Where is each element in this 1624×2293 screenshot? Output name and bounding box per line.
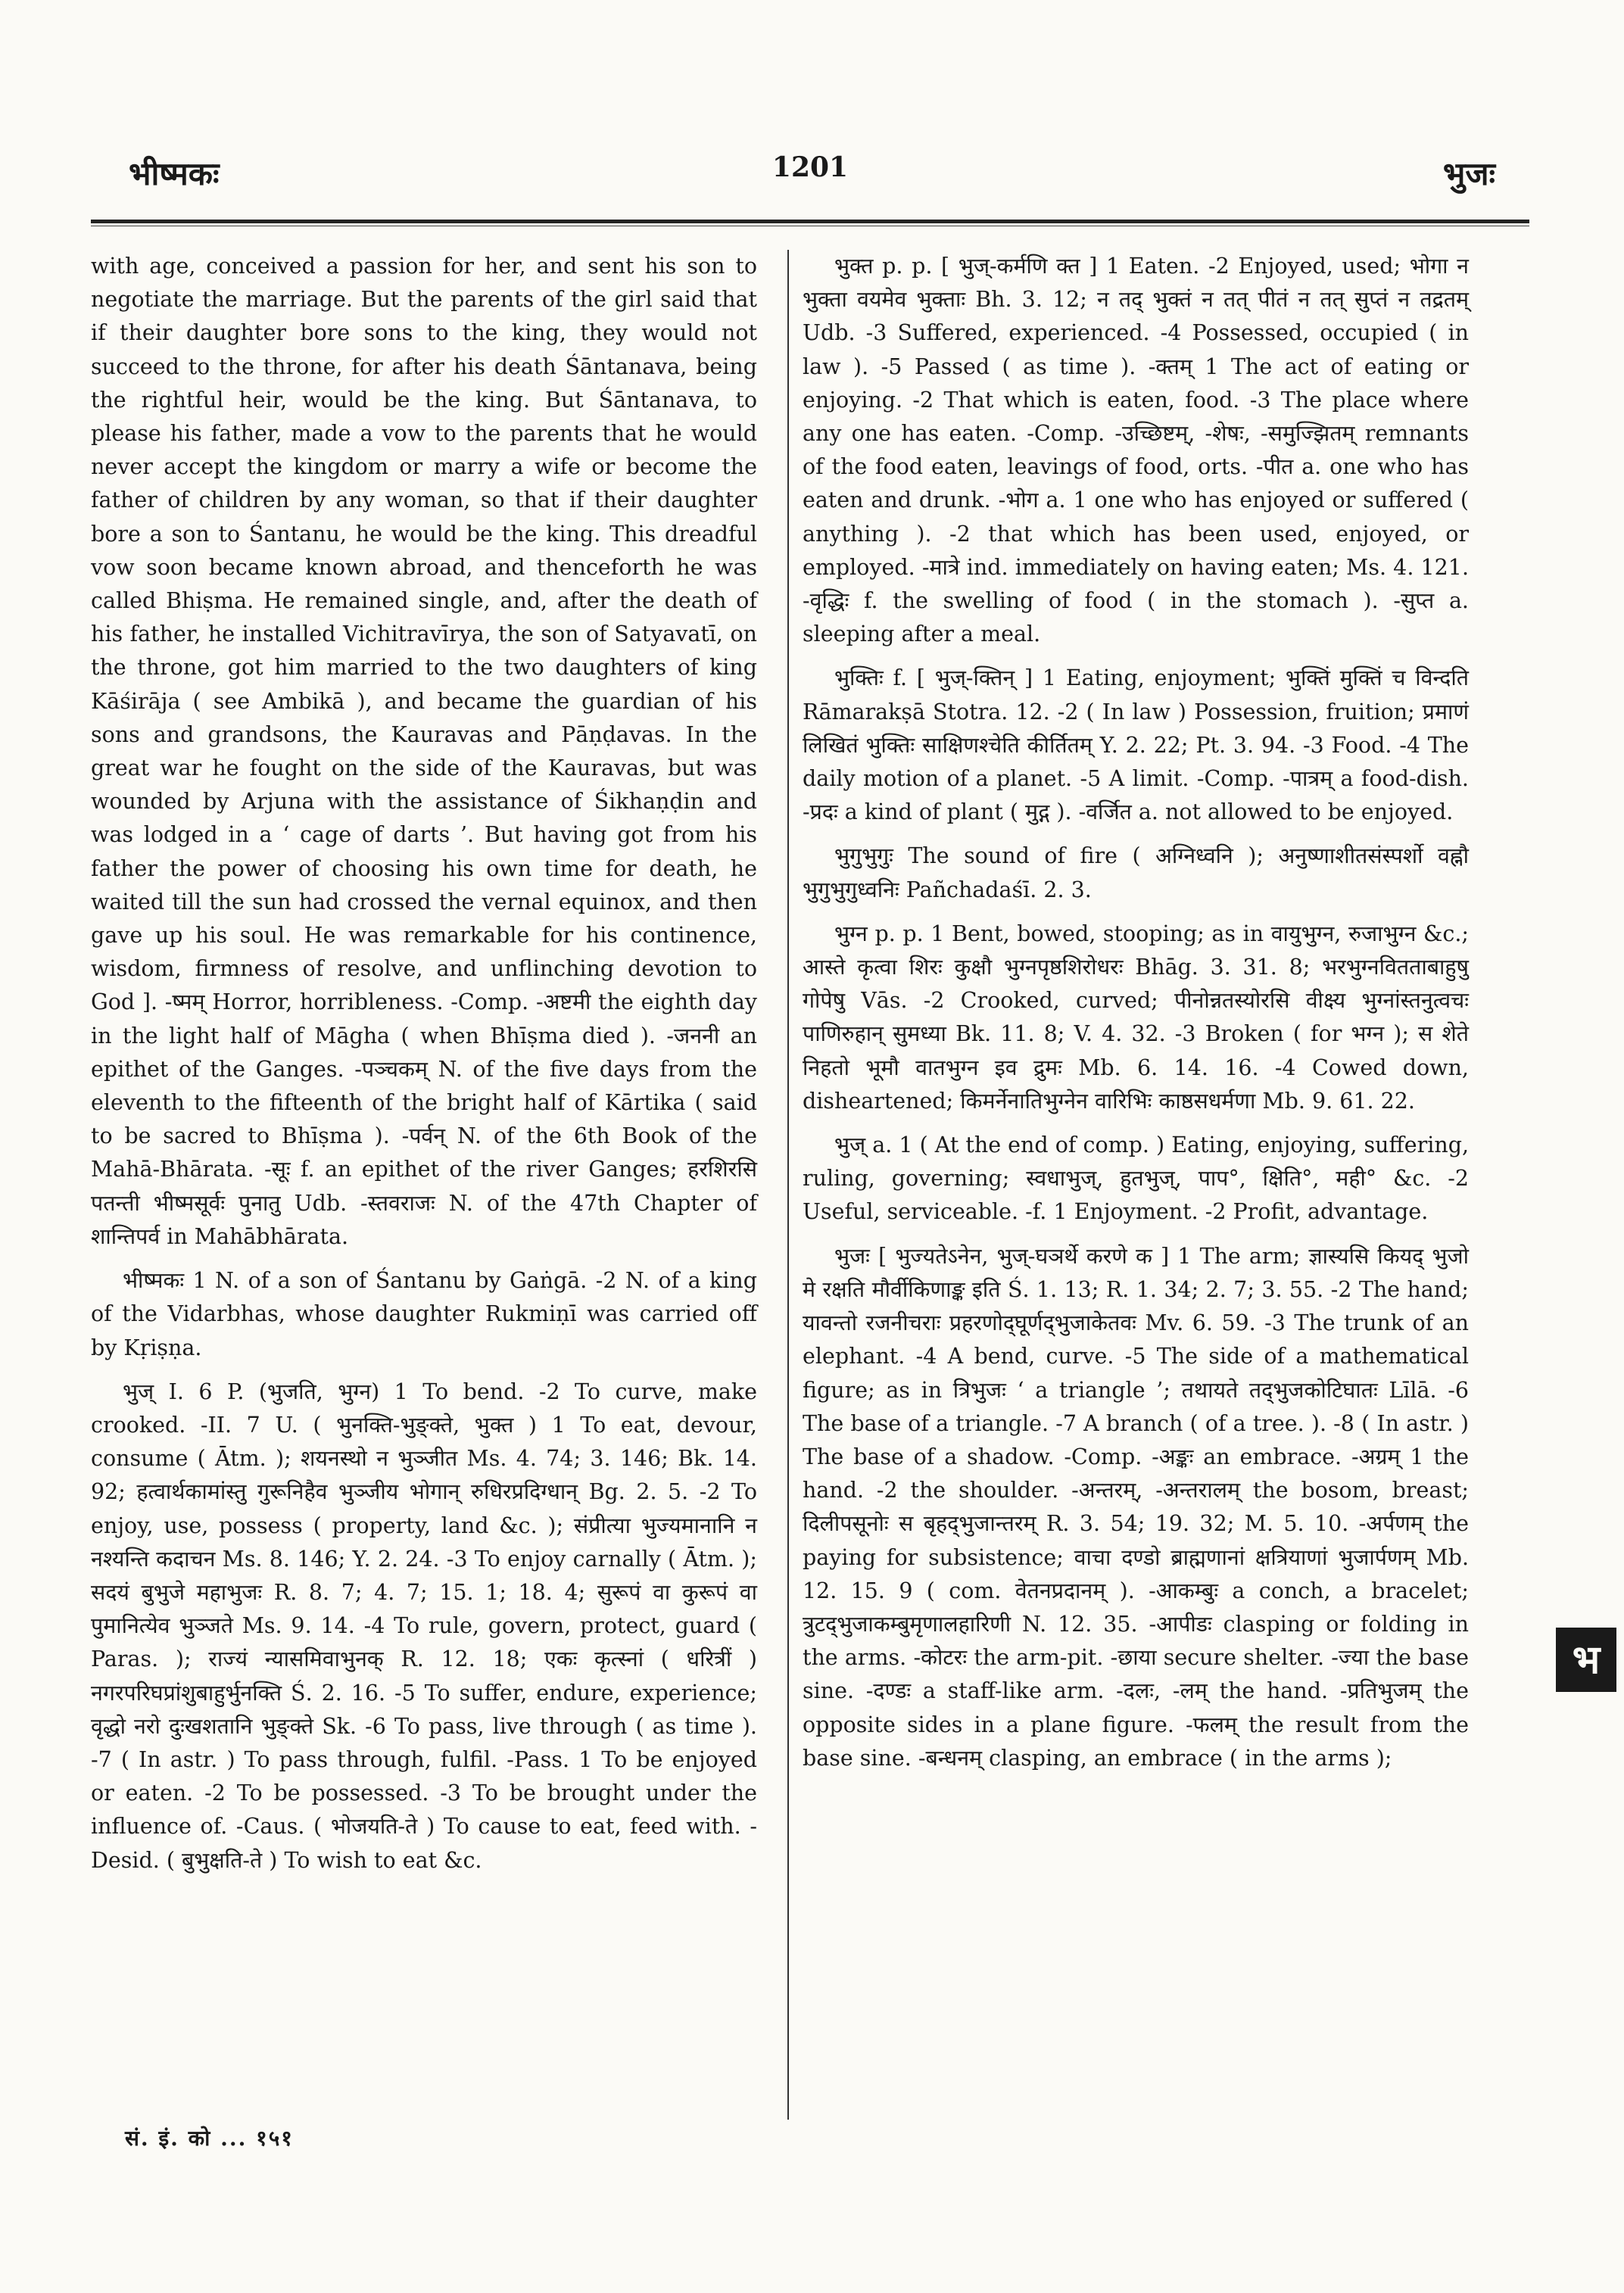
page-number: 1201	[771, 151, 849, 183]
page-header	[0, 0, 1624, 227]
entry-bhuja: भुजः [ भुज्यतेऽनेन, भुज्-घञर्थे करणे क ] 1 The arm; ज्ञास्यसि कियद् भुजो मे रक्षति मौर्वीकिणाङ्क इति Ś. 1. 13; R. 1. 34; 2. 7; 3. 55. -2 The hand; यावन्तो रजनीचराः प्रहरणोद्‌घूर्णद्‌भुजाकेतवः Mv. 6. 59. -3 The trunk of an elephant. -4 A bend, curve. -5 The side of a mathematical figure; as in त्रिभुजः ‘ a triangle ’; तथायते तद्‌भुजकोटिघातः Līlā. -6 The base of a triangle. -7 A branch ( of a tree. ). -8 ( In astr. ) The base of a shadow. -Comp. -अङ्कः an embrace. -अग्रम् 1 the hand. -2 the shoulder. -अन्तरम्, -अन्तरालम् the bosom, breast; दिलीपसूनोः स बृहद्‌भुजान्तरम् R. 3. 54; 19. 32; M. 5. 10. -अर्पणम् the paying for subsistence; वाचा दण्डो ब्राह्मणानां क्षत्रियाणां भुजार्पणम् Mb. 12. 15. 9 ( com. वेतनप्रदानम् ). -आकम्बुः a conch, a bracelet; त्रुटद्‌भुजाकम्बुमृणालहारिणी N. 12. 35. -आपीडः clasping or folding in the arms. -कोटरः the arm-pit. -छाया secure shelter. -ज्या the base sine. -दण्डः a staff-like arm. -दलः, -लम् the hand. -प्रतिभुजम् the opposite sides in a plane figure. -फलम् the result from the base sine. -बन्धनम् clasping, an embrace ( in the arms );	[803, 1243, 1469, 1771]
entry-bhukta: भुक्त p. p. [ भुज्-कर्मणि क्त ] 1 Eaten. -2 Enjoyed, used; भोगा न भुक्ता वयमेव भुक्ताः Bh. 3. 12; न तद् भुक्तं न तत् पीतं न तत् सुप्तं न तद्रतम् Udb. -3 Suffered, experienced. -4 Possessed, occupied ( in law ). -5 Passed ( as time ). -क्तम् 1 The act of eating or enjoying. -2 That which is eaten, food. -3 The place where any one has eaten. -Comp. -उच्छिष्टम्, -शेषः, -समुज्झितम् remnants of the food eaten, leavings of food, orts. -पीत a. one who has eaten and drunk. -भोग a. 1 one who has enjoyed or suffered ( anything ). -2 that which has been used, enjoyed, or employed. -मात्रे ind. immediately on having eaten; Ms. 4. 121. -वृद्धिः f. the swelling of food ( in the stomach ). -सुप्त a. sleeping after a meal.	[803, 254, 1469, 647]
signature-mark: सं. इं. को ... १५१	[125, 2126, 294, 2151]
thumb-index-tab: भ	[1556, 1628, 1616, 1692]
entry-bhishmaka: भीष्मकः 1 N. of a son of Śantanu by Gaṅgā. -2 N. of a king of the Vidarbhas, whose daughter Rukmiṇī was carried off by Kṛiṣṇa.	[91, 1268, 757, 1360]
left-column	[91, 250, 757, 1888]
right-column	[803, 250, 1469, 1786]
entry-bhuj-adj: भुज् a. 1 ( At the end of comp. ) Eating, enjoying, suffering, ruling, governing; स्वधाभुज्, हुतभुज्, पाप°, क्षिति°, मही° &c. -2 Useful, serviceable. -f. 1 Enjoyment. -2 Profit, advantage.	[803, 1132, 1469, 1225]
entry-bhugubhugu: भुगुभुगुः The sound of fire ( अग्निध्वनि ); अनुष्णाशीतसंस्पर्शो वह्नौ भुगुभुगुध्वनिः Pañchadaśī. 2. 3.	[803, 843, 1469, 902]
right-guide-word: भुजः	[1442, 155, 1495, 192]
left-guide-word: भीष्मकः	[129, 155, 220, 192]
column-divider	[787, 250, 789, 2120]
entry-bhuj-verb: भुज् I. 6 P. (भुजति, भुग्न) 1 To bend. -2 To curve, make crooked. -II. 7 U. ( भुनक्ति-भुङ्क्ते, भुक्त ) 1 To eat, devour, consume ( Ātm. ); शयनस्थो न भुञ्जीत Ms. 4. 74; 3. 146; Bk. 14. 92; हत्वार्थकामांस्तु गुरूनिहैव भुञ्जीय भोगान् रुधिरप्रदिग्धान् Bg. 2. 5. -2 To enjoy, use, possess ( property, land &c. ); संप्रीत्या भुज्यमानानि न नश्यन्ति कदाचन Ms. 8. 146; Y. 2. 24. -3 To enjoy carnally ( Ātm. ); सदयं बुभुजे महाभुजः R. 8. 7; 4. 7; 15. 1; 18. 4; सुरूपं वा कुरूपं वा पुमानित्येव भुञ्जते Ms. 9. 14. -4 To rule, govern, protect, guard ( Paras. ); राज्यं न्यासमिवाभुनक् R. 12. 18; एकः कृत्स्नां ( धरित्रीं ) नगरपरिघप्रांशुबाहुर्भुनक्ति Ś. 2. 16. -5 To suffer, endure, experience; वृद्धो नरो दुःखशतानि भुङ्क्ते Sk. -6 To pass, live through ( as time ). -7 ( In astr. ) To pass through, fulfil. -Pass. 1 To be enjoyed or eaten. -2 To be possessed. -3 To be brought under the influence of. -Caus. ( भोजयति-ते ) To cause to eat, feed with. -Desid. ( बुभुक्षति-ते ) To wish to eat &c.	[91, 1379, 757, 1873]
entry-bhishma-continued: with age, conceived a passion for her, and sent his son to negotiate the marriage. But the parents of the girl said that if their daughter bore sons to the king, they would not succeed to the throne, for after his death Śāntanava, being the rightful heir, would be the king. But Śāntanava, to please his father, made a vow to the parents that he would never accept the kingdom or marry a wife or become the father of children by any woman, so that if their daughter bore a son to Śantanu, he would be the king. This dreadful vow soon became known abroad, and thenceforth he was called Bhiṣma. He remained single, and, after the death of his father, he installed Vichitravīrya, the son of Satyavatī, on the throne, got him married to the two daughters of king Kāśirāja ( see Ambikā ), and became the guardian of his sons and grandsons, the Kauravas and Pāṇḍavas. In the great war he fought on the side of the Kauravas, but was wounded by Arjuna with the assistance of Śikhaṇḍin and was lodged in a ‘ cage of darts ’. But having got from his father the power of choosing his own time for death, he waited till the sun had crossed the vernal equinox, and then gave up his soul. He was remarkable for his continence, wisdom, firmness of resolve, and unflinching devotion to God ]. -ष्मम् Horror, horribleness. -Comp. -अष्टमी the eighth day in the light half of Māgha ( when Bhīṣma died ). -जननी an epithet of the Ganges. -पञ्चकम् N. of the five days from the eleventh to the fifteenth of the bright half of Kārtika ( said to be sacred to Bhīṣma ). -पर्वन् N. of the 6th Book of the Mahā-Bhārata. -सूः f. an epithet of the river Ganges; हरशिरसि पतन्ती भीष्मसूर्वः पुनातु Udb. -स्तवराजः N. of the 47th Chapter of शान्तिपर्व in Mahābhārata.	[91, 254, 757, 1249]
entry-bhukti: भुक्तिः f. [ भुज्-क्तिन् ] 1 Eating, enjoyment; भुक्तिं मुक्तिं च विन्दति Rāmarakṣā Stotra. 12. -2 ( In law ) Possession, fruition; प्रमाणं लिखितं भुक्तिः साक्षिणश्चेति कीर्तितम् Y. 2. 22; Pt. 3. 94. -3 Food. -4 The daily motion of a planet. -5 A limit. -Comp. -पात्रम् a food-dish. -प्रदः a kind of plant ( मुद्ग ). -वर्जित a. not allowed to be enjoyed.	[803, 665, 1469, 825]
entry-bhugna: भुग्न p. p. 1 Bent, bowed, stooping; as in वायुभुग्न, रुजाभुग्न &c.; आस्ते कृत्वा शिरः कुक्षौ भुग्नपृष्ठशिरोधरः Bhāg. 3. 31. 8; भरभुग्नवितताबाहुषु गोपेषु Vās. -2 Crooked, curved; पीनोन्नतस्योरसि वीक्ष्य भुग्नांस्तनुत्वचः पाणिरुहान् सुमध्या Bk. 11. 8; V. 4. 32. -3 Broken ( for भग्न ); स शेते निहतो भूमौ वातभुग्न इव द्रुमः Mb. 6. 14. 16. -4 Cowed down, disheartened; किमर्नेनातिभुग्नेन वारिभिः काष्ठसधर्मणा Mb. 9. 61. 22.	[803, 921, 1469, 1114]
header-rule-thick	[91, 220, 1529, 223]
